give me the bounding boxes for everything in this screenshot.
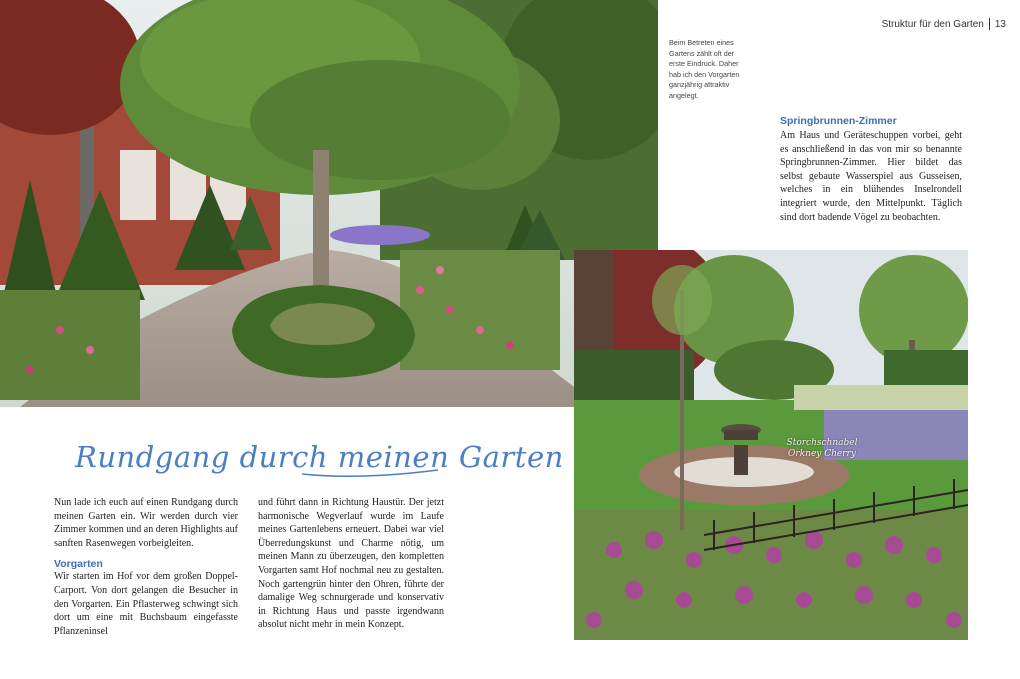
running-header xyxy=(882,18,1006,30)
springbrunnen-heading: Springbrunnen-Zimmer xyxy=(780,115,897,127)
photo-caption: Beim Betreten eines Gartens zählt oft der erste Eindruck. Daher hab ich den Vorgarten ganzjährig attraktiv angelegt. xyxy=(669,38,740,100)
springbrunnen-text: Am Haus und Geräteschuppen vorbei, geht es anschließend in das von mir so benannte Springbrunnen-Zimmer. Hier bildet das selbst gebaute Wasserspiel aus Gusseisen, welches in ein blühendes Inselrondell integriert wurde, den Mittelpunkt. Täglich sind dort badende Vögel zu beobachten. xyxy=(780,130,962,223)
plant-label-line2: Orkney Cherry xyxy=(788,449,856,459)
intro-paragraph: Nun lade ich euch auf einen Rundgang durch meinen Garten ein. Wir werden durch vier Zimmer kommen und an deren Highlights auf sanften Rasenwegen vorbeigleiten. xyxy=(54,497,238,549)
springbrunnen-section xyxy=(780,115,962,224)
vorgarten-paragraph-1: Wir starten im Hof vor dem großen Doppel-Carport. Von dort gelangen die Besucher in den Vorgarten. Ein Pflasterweg schwingt sich dort um eine mit Buchsbaum eingefasste Pflanzeninsel xyxy=(54,571,238,637)
page-number: 13 xyxy=(994,18,1006,30)
vorgarten-heading: Vorgarten xyxy=(54,558,103,571)
front-garden-photo xyxy=(0,0,658,407)
fountain-garden-photo xyxy=(574,250,968,640)
vorgarten-paragraph-2: und führt dann in Richtung Haustür. Der jetzt harmonische Wegverlauf wurde im Laufe meines Gartenlebens erneuert. Dabei war viel Überredungskunst und Charme nötig, um meinen Mann zu überzeugen, den kompletten Vorgarten samt Hof nochmal neu zu gestalten. Noch gartengrün hinter den Ohren, führte der damalige Weg schnurgerade und konservativ in Richtung Haus und passte irgendwann absolut nicht mehr in mein Konzept. xyxy=(258,497,444,631)
title-swash-ornament xyxy=(300,466,440,480)
header-divider xyxy=(989,18,990,30)
running-title: Struktur für den Garten xyxy=(881,18,984,30)
text-column-right xyxy=(258,496,444,632)
page-title: Rundgang durch meinen Garten xyxy=(75,440,564,474)
text-column-left xyxy=(54,496,238,638)
plant-label xyxy=(782,438,862,460)
plant-label-line1: Storchschnabel xyxy=(786,438,858,448)
